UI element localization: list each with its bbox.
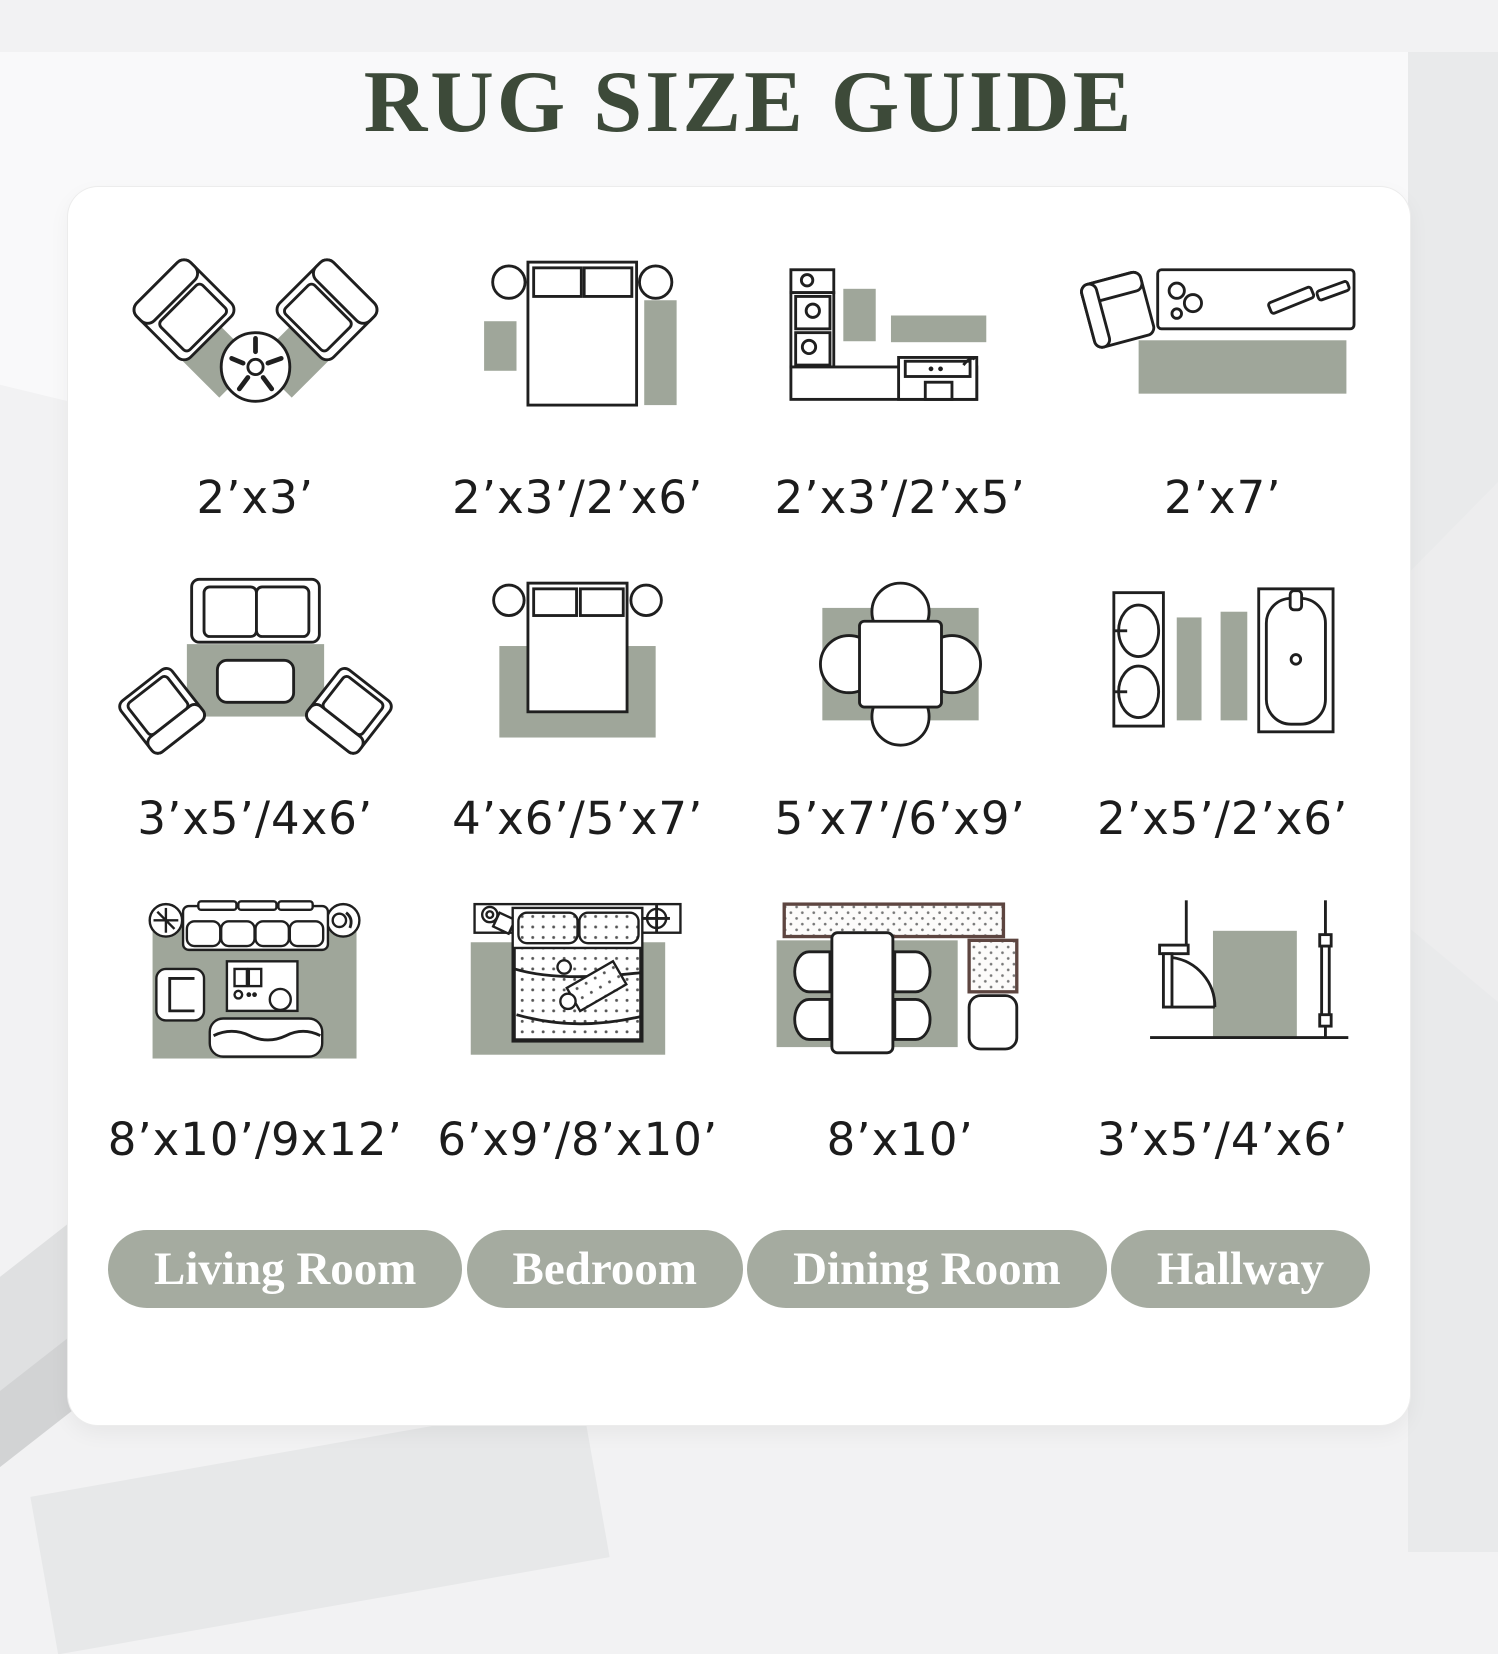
background-decoration-stripe [30,1400,609,1654]
page-title: RUG SIZE GUIDE [363,54,1135,151]
rug-cell-kitchen [739,245,1062,524]
rug-size-label: 2’x3’/2’x5’ [774,471,1026,524]
rug-cell-dining-full [739,887,1062,1166]
rug-cell-living-corner [94,245,417,524]
square-table-four-chairs-icon [748,566,1053,766]
rug-size-label: 8’x10’ [826,1113,974,1166]
bed-on-rug-icon [425,566,730,766]
pill-living-room: Living Room [108,1230,462,1308]
dining-table-counter-icon [748,887,1053,1087]
rug-size-label: 6’x9’/8’x10’ [437,1113,719,1166]
pill-bedroom: Bedroom [467,1230,744,1308]
pill-hallway: Hallway [1111,1230,1370,1308]
rug-size-label: 8’x10’/9x12’ [107,1113,403,1166]
rug-cell-bathroom [1062,566,1385,845]
rug-size-label: 2’x5’/2’x6’ [1097,792,1349,845]
entry-door-floor-plan-icon [1070,887,1375,1087]
rug-size-label: 4’x6’/5’x7’ [452,792,704,845]
pill-dining-room: Dining Room [747,1230,1107,1308]
rug-size-label: 2’x3’/2’x6’ [452,471,704,524]
two-corner-armchairs-round-table-icon [103,245,408,445]
rug-size-label: 5’x7’/6’x9’ [774,792,1026,845]
rug-guide-card [68,187,1410,1425]
rug-cell-bedroom-full [417,887,740,1166]
rug-size-label: 3’x5’/4x6’ [137,792,374,845]
rug-cell-living-trio [94,566,417,845]
rug-size-label: 2’x7’ [1164,471,1282,524]
rug-cell-bedroom-small [417,245,740,524]
rug-cell-hallway-console [1062,245,1385,524]
bed-with-two-side-rugs-icon [425,245,730,445]
rug-cell-living-full [94,887,417,1166]
vanity-bathtub-runners-icon [1070,566,1375,766]
rug-guide-grid [94,245,1384,1166]
full-bed-on-rug-icon [425,887,730,1087]
loveseat-two-armchairs-icon [103,566,408,766]
console-table-with-runner-icon [1070,245,1375,445]
rug-cell-dining-square [739,566,1062,845]
full-living-set-icon [103,887,408,1087]
rug-cell-bedroom-mid [417,566,740,845]
rug-cell-hallway-entry [1062,887,1385,1166]
l-shaped-kitchen-counter-icon [748,245,1053,445]
room-legend [94,1230,1384,1308]
rug-size-label: 2’x3’ [196,471,314,524]
rug-size-label: 3’x5’/4’x6’ [1097,1113,1349,1166]
